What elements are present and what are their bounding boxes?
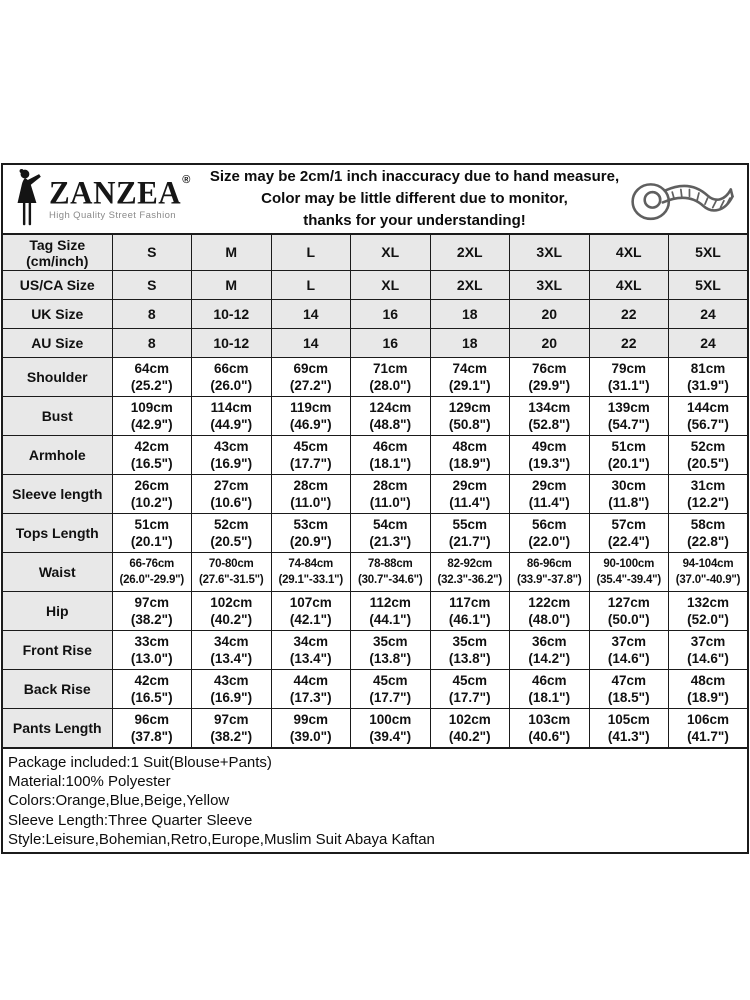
tape-measure-icon xyxy=(621,168,739,230)
cell-value: 97cm (38.2") xyxy=(192,709,272,749)
row-label: Bust xyxy=(2,397,112,436)
cell-value: 52cm (20.5") xyxy=(192,514,272,553)
cell-value: 106cm (41.7") xyxy=(669,709,749,749)
table-row xyxy=(2,358,748,397)
cell-value: 132cm (52.0") xyxy=(669,592,749,631)
table-row xyxy=(2,592,748,631)
cell-value: L xyxy=(271,271,351,300)
row-label: Armhole xyxy=(2,436,112,475)
cell-value: 114cm (44.9") xyxy=(192,397,272,436)
cell-value: 107cm (42.1") xyxy=(271,592,351,631)
cell-value: 64cm (25.2") xyxy=(112,358,192,397)
row-label: Tag Size (cm/inch) xyxy=(2,234,112,271)
row-label: Tops Length xyxy=(2,514,112,553)
row-label: Waist xyxy=(2,553,112,592)
table-row xyxy=(2,514,748,553)
cell-value: 94-104cm (37.0"-40.9") xyxy=(669,553,749,592)
cell-value: 43cm (16.9") xyxy=(192,436,272,475)
cell-value: 10-12 xyxy=(192,329,272,358)
table-row xyxy=(2,234,748,271)
row-label: AU Size xyxy=(2,329,112,358)
cell-value: 69cm (27.2") xyxy=(271,358,351,397)
brand-logo xyxy=(3,168,208,230)
cell-value: 20 xyxy=(510,329,590,358)
size-chart-sheet xyxy=(1,163,749,854)
cell-value: 37cm (14.6") xyxy=(669,631,749,670)
cell-value: 4XL xyxy=(589,271,669,300)
disclaimer-line-3: thanks for your understanding! xyxy=(303,212,526,229)
cell-value: 5XL xyxy=(669,271,749,300)
row-label: UK Size xyxy=(2,300,112,329)
cell-value: 46cm (18.1") xyxy=(510,670,590,709)
disclaimer-line-1: Size may be 2cm/1 inch inaccuracy due to hand measure, xyxy=(209,168,620,185)
cell-value: 66-76cm (26.0"-29.9") xyxy=(112,553,192,592)
cell-value: 18 xyxy=(430,329,510,358)
cell-value: 139cm (54.7") xyxy=(589,397,669,436)
cell-value: 109cm (42.9") xyxy=(112,397,192,436)
cell-value: 27cm (10.6") xyxy=(192,475,272,514)
cell-value: 105cm (41.3") xyxy=(589,709,669,749)
cell-value: 119cm (46.9") xyxy=(271,397,351,436)
cell-value: 30cm (11.8") xyxy=(589,475,669,514)
table-row xyxy=(2,631,748,670)
cell-value: S xyxy=(112,234,192,271)
detail-style: Style:Leisure,Bohemian,Retro,Europe,Muslim Suit Abaya Kaftan xyxy=(8,830,435,848)
cell-value: 16 xyxy=(351,329,431,358)
cell-value: 14 xyxy=(271,300,351,329)
cell-value: 43cm (16.9") xyxy=(192,670,272,709)
cell-value: 127cm (50.0") xyxy=(589,592,669,631)
cell-value: 16 xyxy=(351,300,431,329)
cell-value: 122cm (48.0") xyxy=(510,592,590,631)
row-label: Back Rise xyxy=(2,670,112,709)
cell-value: S xyxy=(112,271,192,300)
detail-sleeve-length: Sleeve Length:Three Quarter Sleeve xyxy=(8,811,253,829)
cell-value: 35cm (13.8") xyxy=(351,631,431,670)
cell-value: 76cm (29.9") xyxy=(510,358,590,397)
cell-value: 29cm (11.4") xyxy=(430,475,510,514)
cell-value: 103cm (40.6") xyxy=(510,709,590,749)
table-row xyxy=(2,553,748,592)
cell-value: 4XL xyxy=(589,234,669,271)
row-label: Hip xyxy=(2,592,112,631)
table-row xyxy=(2,397,748,436)
cell-value: 53cm (20.9") xyxy=(271,514,351,553)
cell-value: XL xyxy=(351,271,431,300)
cell-value: 102cm (40.2") xyxy=(430,709,510,749)
cell-value: 74-84cm (29.1"-33.1") xyxy=(271,553,351,592)
cell-value: 18 xyxy=(430,300,510,329)
size-table-body xyxy=(2,234,748,748)
cell-value: M xyxy=(192,271,272,300)
cell-value: 134cm (52.8") xyxy=(510,397,590,436)
cell-value: 96cm (37.8") xyxy=(112,709,192,749)
cell-value: 24 xyxy=(669,329,749,358)
brand-tagline: High Quality Street Fashion xyxy=(49,210,176,222)
cell-value: 52cm (20.5") xyxy=(669,436,749,475)
row-label: US/CA Size xyxy=(2,271,112,300)
cell-value: 34cm (13.4") xyxy=(192,631,272,670)
cell-value: 86-96cm (33.9"-37.8") xyxy=(510,553,590,592)
cell-value: 51cm (20.1") xyxy=(589,436,669,475)
cell-value: 46cm (18.1") xyxy=(351,436,431,475)
cell-value: 100cm (39.4") xyxy=(351,709,431,749)
cell-value: 24 xyxy=(669,300,749,329)
cell-value: 129cm (50.8") xyxy=(430,397,510,436)
cell-value: 47cm (18.5") xyxy=(589,670,669,709)
cell-value: 71cm (28.0") xyxy=(351,358,431,397)
cell-value: 34cm (13.4") xyxy=(271,631,351,670)
cell-value: 82-92cm (32.3"-36.2") xyxy=(430,553,510,592)
cell-value: 57cm (22.4") xyxy=(589,514,669,553)
brand-wordmark xyxy=(49,174,191,222)
cell-value: 97cm (38.2") xyxy=(112,592,192,631)
cell-value: 29cm (11.4") xyxy=(510,475,590,514)
table-row xyxy=(2,709,748,749)
cell-value: 36cm (14.2") xyxy=(510,631,590,670)
cell-value: 42cm (16.5") xyxy=(112,670,192,709)
cell-value: 2XL xyxy=(430,271,510,300)
cell-value: 66cm (26.0") xyxy=(192,358,272,397)
cell-value: 45cm (17.7") xyxy=(351,670,431,709)
detail-colors: Colors:Orange,Blue,Beige,Yellow xyxy=(8,792,230,810)
cell-value: 70-80cm (27.6"-31.5") xyxy=(192,553,272,592)
registered-trademark-icon: ® xyxy=(182,174,191,187)
cell-value: 81cm (31.9") xyxy=(669,358,749,397)
cell-value: 51cm (20.1") xyxy=(112,514,192,553)
detail-material: Material:100% Polyester xyxy=(8,773,171,791)
cell-value: 90-100cm (35.4"-39.4") xyxy=(589,553,669,592)
cell-value: 8 xyxy=(112,329,192,358)
product-details xyxy=(1,749,749,854)
table-row xyxy=(2,300,748,329)
cell-value: 28cm (11.0") xyxy=(271,475,351,514)
row-label: Shoulder xyxy=(2,358,112,397)
cell-value: 44cm (17.3") xyxy=(271,670,351,709)
table-row xyxy=(2,436,748,475)
cell-value: 37cm (14.6") xyxy=(589,631,669,670)
cell-value: 124cm (48.8") xyxy=(351,397,431,436)
cell-value: 2XL xyxy=(430,234,510,271)
cell-value: 22 xyxy=(589,329,669,358)
cell-value: 3XL xyxy=(510,271,590,300)
cell-value: 74cm (29.1") xyxy=(430,358,510,397)
row-label: Pants Length xyxy=(2,709,112,749)
cell-value: 54cm (21.3") xyxy=(351,514,431,553)
cell-value: XL xyxy=(351,234,431,271)
cell-value: 26cm (10.2") xyxy=(112,475,192,514)
size-table xyxy=(1,233,749,749)
cell-value: L xyxy=(271,234,351,271)
cell-value: 78-88cm (30.7"-34.6") xyxy=(351,553,431,592)
cell-value: 42cm (16.5") xyxy=(112,436,192,475)
cell-value: 48cm (18.9") xyxy=(669,670,749,709)
table-row xyxy=(2,475,748,514)
disclaimer-line-2: Color may be little different due to monitor, xyxy=(261,190,568,207)
detail-package: Package included:1 Suit(Blouse+Pants) xyxy=(8,754,272,771)
table-row xyxy=(2,670,748,709)
row-label: Sleeve length xyxy=(2,475,112,514)
cell-value: 35cm (13.8") xyxy=(430,631,510,670)
cell-value: 58cm (22.8") xyxy=(669,514,749,553)
table-row xyxy=(2,271,748,300)
cell-value: 79cm (31.1") xyxy=(589,358,669,397)
cell-value: 20 xyxy=(510,300,590,329)
cell-value: 31cm (12.2") xyxy=(669,475,749,514)
cell-value: 48cm (18.9") xyxy=(430,436,510,475)
woman-silhouette-icon xyxy=(11,168,47,230)
cell-value: 5XL xyxy=(669,234,749,271)
cell-value: 56cm (22.0") xyxy=(510,514,590,553)
cell-value: 45cm (17.7") xyxy=(271,436,351,475)
row-label: Front Rise xyxy=(2,631,112,670)
cell-value: M xyxy=(192,234,272,271)
cell-value: 33cm (13.0") xyxy=(112,631,192,670)
cell-value: 99cm (39.0") xyxy=(271,709,351,749)
cell-value: 3XL xyxy=(510,234,590,271)
cell-value: 117cm (46.1") xyxy=(430,592,510,631)
brand-name: ZANZEA xyxy=(49,174,182,212)
disclaimer-text xyxy=(208,166,621,232)
cell-value: 144cm (56.7") xyxy=(669,397,749,436)
table-row xyxy=(2,329,748,358)
cell-value: 22 xyxy=(589,300,669,329)
cell-value: 8 xyxy=(112,300,192,329)
cell-value: 55cm (21.7") xyxy=(430,514,510,553)
cell-value: 45cm (17.7") xyxy=(430,670,510,709)
cell-value: 28cm (11.0") xyxy=(351,475,431,514)
header xyxy=(1,163,749,233)
cell-value: 112cm (44.1") xyxy=(351,592,431,631)
cell-value: 49cm (19.3") xyxy=(510,436,590,475)
cell-value: 10-12 xyxy=(192,300,272,329)
cell-value: 14 xyxy=(271,329,351,358)
cell-value: 102cm (40.2") xyxy=(192,592,272,631)
